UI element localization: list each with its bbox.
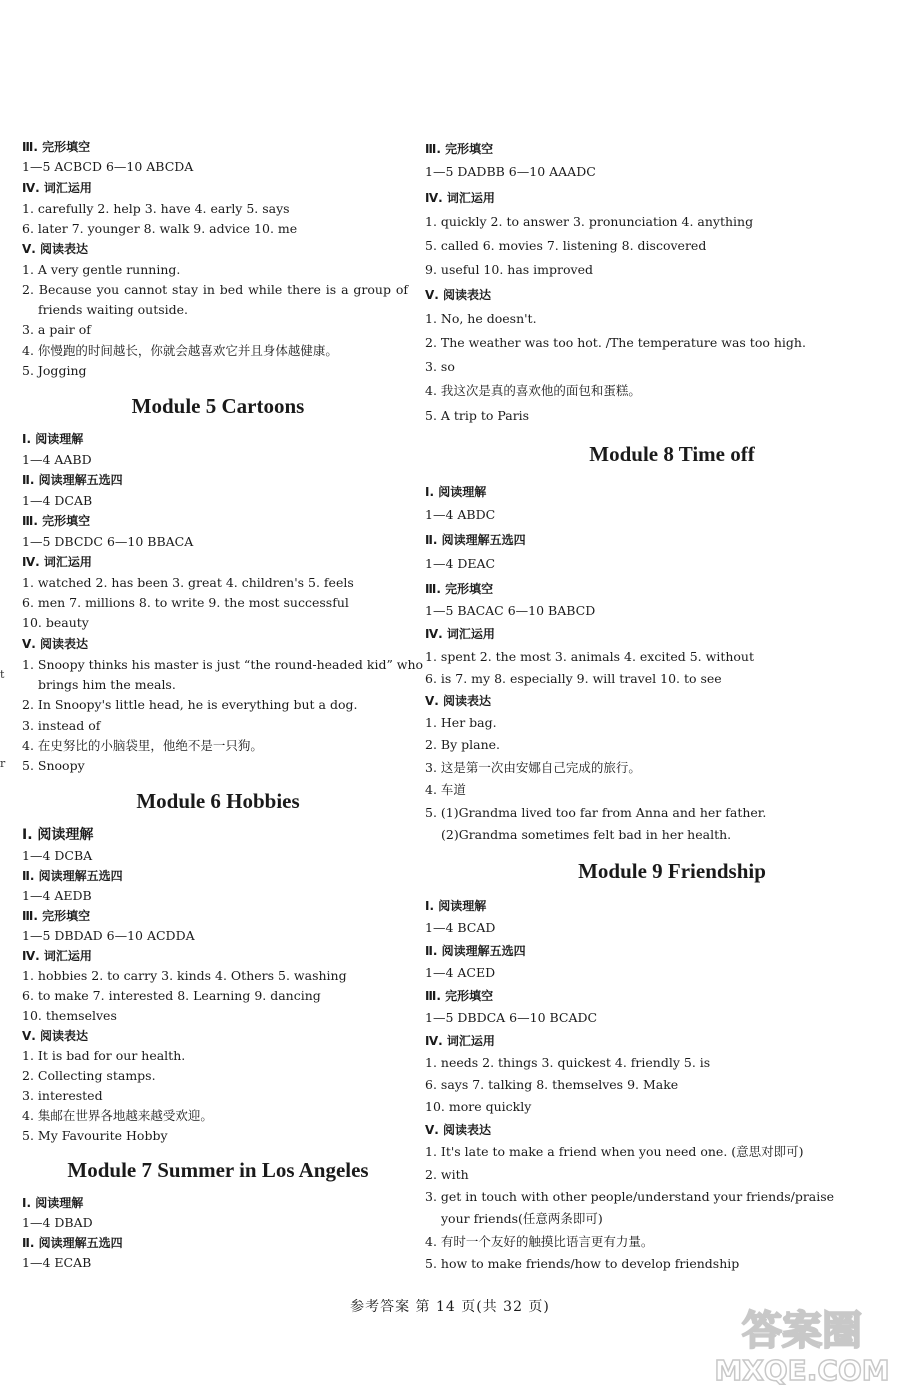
answer-line: 5. A trip to Paris (425, 408, 530, 423)
answer-line: 10. themselves (22, 1008, 117, 1023)
answer-line: 4. 在史努比的小脑袋里，他绝不是一只狗。 (22, 738, 263, 753)
edge-mark: r (0, 757, 6, 770)
section-label: Ⅳ. 词汇运用 (425, 191, 495, 205)
answer-line: 6. is 7. my 8. especially 9. will travel 10. to see (425, 671, 722, 686)
section-label: Ⅰ. 阅读理解 (425, 899, 487, 913)
section-label: Ⅲ. 完形填空 (22, 909, 91, 923)
module-title: Module 7 Summer in Los Angeles (67, 1158, 369, 1182)
answer-line: 9. useful 10. has improved (425, 262, 593, 277)
section-label: Ⅰ. 阅读理解 (22, 827, 94, 843)
section-label: Ⅲ. 完形填空 (425, 989, 494, 1003)
answer-line: 3. so (425, 359, 455, 374)
section-label: Ⅰ. 阅读理解 (22, 432, 84, 446)
answer-line: (2)Grandma sometimes felt bad in her health. (441, 827, 732, 842)
answer-line: 3. interested (22, 1088, 103, 1103)
answer-line: 2. In Snoopy's little head, he is everything but a dog. (22, 697, 358, 712)
answer-line: 1. It's late to make a friend when you need one. (意思对即可) (425, 1144, 804, 1159)
answer-line: 1. It is bad for our health. (22, 1048, 186, 1063)
module-title: Module 5 Cartoons (131, 394, 305, 418)
answer-line: 5. called 6. movies 7. listening 8. discovered (425, 238, 707, 253)
answer-line: friends waiting outside. (38, 302, 189, 317)
answer-line: 3. get in touch with other people/understand your friends/praise (425, 1189, 835, 1204)
answer-line: 5. Jogging (22, 363, 87, 378)
section-label: Ⅱ. 阅读理解五选四 (425, 533, 526, 547)
module-title: Module 9 Friendship (578, 859, 766, 883)
answer-line: brings him the meals. (38, 677, 176, 692)
answer-line: 1. carefully 2. help 3. have 4. early 5. says (22, 201, 290, 216)
answer-line: 2. with (425, 1167, 469, 1182)
section-label: Ⅴ. 阅读表达 (425, 1123, 492, 1137)
answer-line: 2. Collecting stamps. (22, 1068, 156, 1083)
section-label: Ⅳ. 词汇运用 (22, 555, 92, 569)
section-label: Ⅰ. 阅读理解 (22, 1196, 84, 1210)
watermark-top: 答案圈 (742, 1308, 862, 1354)
answer-line: 4. 有时一个友好的触摸比语言更有力量。 (425, 1234, 654, 1249)
section-label: Ⅴ. 阅读表达 (22, 242, 89, 256)
section-label: Ⅱ. 阅读理解五选四 (22, 1236, 123, 1250)
answer-line: 10. beauty (22, 615, 89, 630)
answer-line: 5. (1)Grandma lived too far from Anna and her father. (425, 805, 767, 820)
section-label: Ⅲ. 完形填空 (425, 142, 494, 156)
section-label: Ⅴ. 阅读表达 (22, 637, 89, 651)
section-label: Ⅱ. 阅读理解五选四 (22, 473, 123, 487)
answer-line: 5. My Favourite Hobby (22, 1128, 168, 1143)
watermark-logo (712, 1296, 892, 1386)
answer-line: 1—5 DBDCA 6—10 BCADC (425, 1010, 598, 1025)
answer-line: 1—5 DADBB 6—10 AAADC (425, 164, 596, 179)
answer-line: your friends(任意两条即可) (441, 1211, 603, 1226)
answer-line: 1—5 DBDAD 6—10 ACDDA (22, 928, 195, 943)
answer-line: 4. 我这次是真的喜欢他的面包和蛋糕。 (425, 383, 641, 398)
edge-mark: t (0, 668, 5, 681)
answer-line: 1—4 AABD (22, 452, 92, 467)
answer-line: 1. Snoopy thinks his master is just “the round-headed kid” who (22, 657, 424, 672)
answer-line: 3. 这是第一次由安娜自己完成的旅行。 (425, 760, 641, 775)
answer-line: 1. A very gentle running. (22, 262, 181, 277)
answer-line: 1—4 ECAB (22, 1255, 92, 1270)
page-footer: 参考答案 第 14 页(共 32 页) (350, 1299, 550, 1315)
answer-line: 6. says 7. talking 8. themselves 9. Make (425, 1077, 679, 1092)
answer-line: 10. more quickly (425, 1099, 532, 1114)
answer-line: 2. The weather was too hot. /The temperature was too high. (425, 335, 806, 350)
answer-line: 1. hobbies 2. to carry 3. kinds 4. Others 5. washing (22, 968, 347, 983)
answer-line: 2. Because you cannot stay in bed while there is a group of (22, 282, 408, 297)
answer-line: 2. By plane. (425, 737, 500, 752)
section-label: Ⅴ. 阅读表达 (425, 694, 492, 708)
answer-line: 1—4 ACED (425, 965, 496, 980)
module-title: Module 6 Hobbies (136, 789, 300, 813)
answer-line: 1—4 AEDB (22, 888, 92, 903)
section-label: Ⅱ. 阅读理解五选四 (425, 944, 526, 958)
answer-line: 1. No, he doesn't. (425, 311, 537, 326)
answer-line: 1—4 DCBA (22, 848, 93, 863)
answer-line: 5. Snoopy (22, 758, 85, 773)
section-label: Ⅳ. 词汇运用 (425, 627, 495, 641)
section-label: Ⅴ. 阅读表达 (22, 1029, 89, 1043)
answer-line: 1. spent 2. the most 3. animals 4. excited 5. without (425, 649, 754, 664)
section-label: Ⅲ. 完形填空 (425, 582, 494, 596)
section-label: Ⅲ. 完形填空 (22, 140, 91, 154)
answer-line: 1—4 DBAD (22, 1215, 93, 1230)
answer-line: 1—4 DEAC (425, 556, 496, 571)
answer-line: 1—5 BACAC 6—10 BABCD (425, 603, 596, 618)
answer-line: 1—4 DCAB (22, 493, 93, 508)
answer-line: 1—5 DBCDC 6—10 BBACA (22, 534, 194, 549)
section-label: Ⅱ. 阅读理解五选四 (22, 869, 123, 883)
section-label: Ⅲ. 完形填空 (22, 514, 91, 528)
module-title: Module 8 Time off (589, 442, 755, 466)
section-label: Ⅴ. 阅读表达 (425, 288, 492, 302)
answer-line: 1. needs 2. things 3. quickest 4. friendly 5. is (425, 1055, 711, 1070)
answer-line: 6. later 7. younger 8. walk 9. advice 10. me (22, 221, 298, 236)
answer-line: 1—5 ACBCD 6—10 ABCDA (22, 159, 194, 174)
answer-line: 4. 车道 (425, 782, 466, 797)
answer-line: 1. watched 2. has been 3. great 4. children's 5. feels (22, 575, 354, 590)
section-label: Ⅳ. 词汇运用 (22, 949, 92, 963)
answer-line: 1—4 BCAD (425, 920, 496, 935)
section-label: Ⅳ. 词汇运用 (22, 181, 92, 195)
answer-line: 5. how to make friends/how to develop friendship (425, 1256, 740, 1271)
answer-line: 3. instead of (22, 718, 101, 733)
answer-line: 1. quickly 2. to answer 3. pronunciation 4. anything (425, 214, 754, 229)
answer-line: 3. a pair of (22, 322, 91, 337)
answer-line: 1—4 ABDC (425, 507, 496, 522)
section-label: Ⅳ. 词汇运用 (425, 1034, 495, 1048)
answer-line: 4. 集邮在世界各地越来越受欢迎。 (22, 1108, 213, 1123)
answer-line: 6. to make 7. interested 8. Learning 9. dancing (22, 988, 321, 1003)
section-label: Ⅰ. 阅读理解 (425, 485, 487, 499)
watermark-bottom: MXQE.COM (714, 1354, 890, 1386)
answer-line: 1. Her bag. (425, 715, 497, 730)
answer-line: 4. 你慢跑的时间越长，你就会越喜欢它并且身体越健康。 (22, 343, 338, 358)
answer-line: 6. men 7. millions 8. to write 9. the most successful (22, 595, 349, 610)
